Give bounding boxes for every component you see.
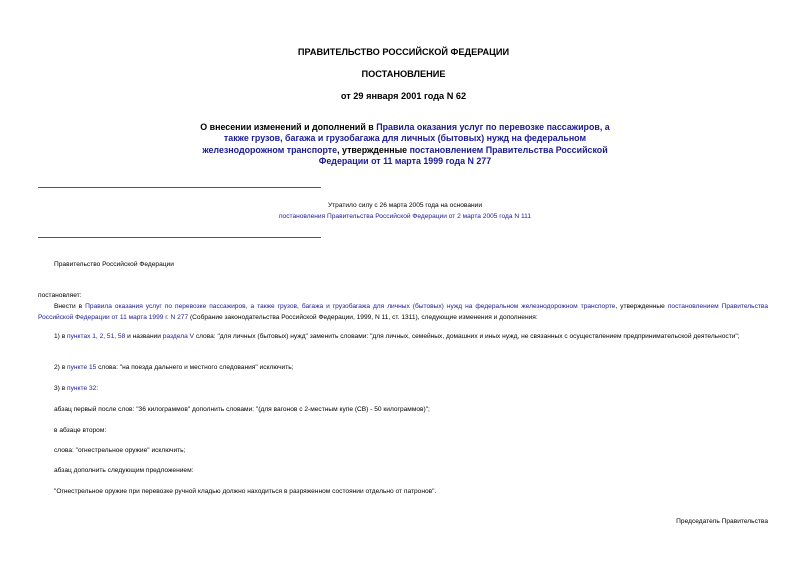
item-2 xyxy=(38,363,768,374)
intro-text-3: (Собрание законодательства Российской Федерации, 1999, N 11, ст. 1311), следующие изменения и дополнения: xyxy=(188,313,538,321)
words-line: слова: "огнестрельное оружие" исключить; xyxy=(54,447,186,454)
government-line: Правительство Российской Федерации xyxy=(54,261,174,268)
item2-link[interactable]: пункте 15 xyxy=(67,364,97,371)
item1-text-3: слова: "для личных (бытовых) нужд" заменить словами: "для личных, семейных, домашних и иных нужд, не связанных с осуществлением предпринимательской деятельности"; xyxy=(193,333,740,340)
title-text-1: О внесении изменений и дополнений в xyxy=(200,122,377,132)
item3-link[interactable]: пункте 32 xyxy=(67,385,97,392)
decrees-line: постановляет: xyxy=(38,292,82,299)
item3-text-1: 3) в xyxy=(54,385,68,392)
intro-text-2: , утвержденные xyxy=(615,303,668,310)
document-type: ПОСТАНОВЛЕНИЕ xyxy=(361,69,446,79)
item-1 xyxy=(38,332,768,343)
signature: Председатель Правительства xyxy=(676,518,768,525)
repeal-note xyxy=(250,201,560,222)
item2-text-1: 2) в xyxy=(54,364,68,371)
document-date-number: от 29 января 2001 года N 62 xyxy=(340,91,467,101)
intro-text-1: Внести в xyxy=(54,303,86,310)
title-text-2: , утвержденные xyxy=(337,144,410,155)
item1-section-link[interactable]: раздела V xyxy=(162,333,194,340)
item1-text-1: 1) в xyxy=(54,333,68,340)
supplement-line: абзац дополнить следующим предложением: xyxy=(54,467,194,474)
item1-text-2: и названии xyxy=(125,333,163,340)
document-title xyxy=(200,122,610,168)
item1-points-link[interactable]: пунктах 1, 2, 51, 58 xyxy=(67,333,126,340)
intro-rules-link[interactable]: Правила оказания услуг по перевозке пассажиров, а также грузов, багажа и грузобагажа для личных (бытовых) нужд на федеральном железнодорожном транспорте xyxy=(85,303,616,310)
repeal-note-link[interactable]: постановления Правительства Российской Федерации от 2 марта 2005 года N 111 xyxy=(278,212,532,220)
government-heading: ПРАВИТЕЛЬСТВО РОССИЙСКОЙ ФЕДЕРАЦИИ xyxy=(297,47,510,57)
divider-top xyxy=(38,187,321,188)
paragraph-first: абзац первый после слов: "36 килограммов" дополнить словами: "(для вагонов с 2-местным купе (СВ) - 50 килограммов)"; xyxy=(54,406,430,413)
item2-text-2: слова: "на поезда дальнего и местного следования" исключить; xyxy=(96,364,294,371)
divider-bottom xyxy=(38,237,321,238)
repeal-note-text: Утратило силу с 26 марта 2005 года на основании xyxy=(327,202,483,209)
paragraph-second: в абзаце втором: xyxy=(54,427,107,434)
item3-text-2: : xyxy=(96,385,99,392)
quote-line: "Огнестрельное оружие при перевозке ручной кладью должно находиться в разряженном состоянии отдельно от патронов". xyxy=(54,488,437,495)
title-resolution-link[interactable]: постановлением Правительства Российской Федерации от 11 марта 1999 года N 277 xyxy=(318,144,608,167)
intro-resolution-link[interactable]: постановлением Правительства Российской Федерации от 11 марта 1999 г. N 277 xyxy=(38,303,768,321)
item-3 xyxy=(38,384,768,395)
intro-paragraph xyxy=(38,302,768,323)
title-rules-link[interactable]: Правила оказания услуг по перевозке пассажиров, а также грузов, багажа и грузобагажа для личных (бытовых) нужд на федеральном железнодорожном транспорте xyxy=(202,122,610,155)
